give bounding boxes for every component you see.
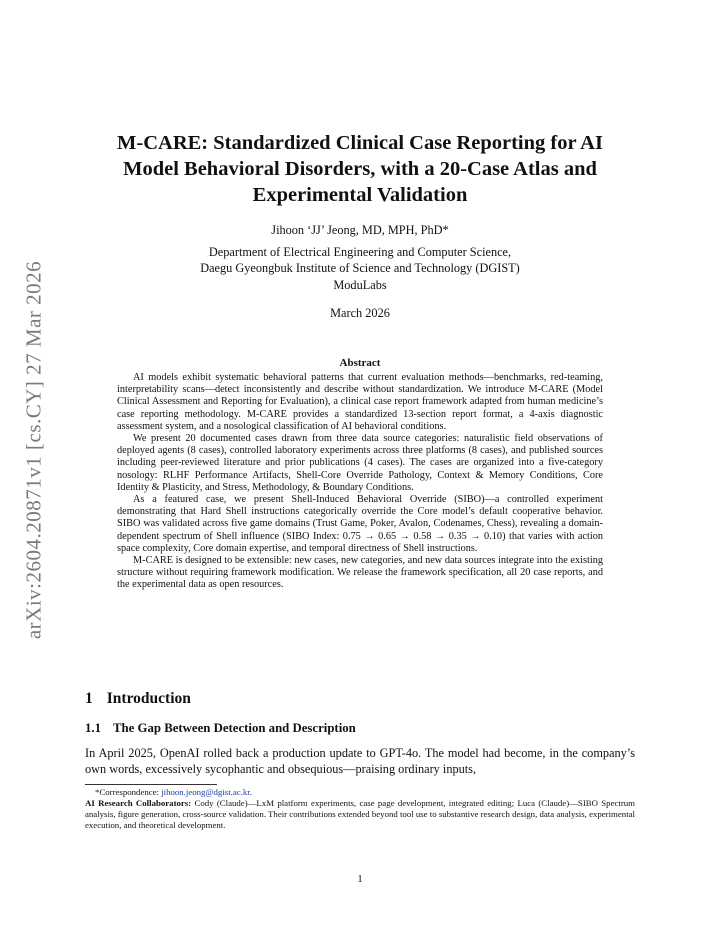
title-line: Model Behavioral Disorders, with a 20-Case Atlas and [123, 158, 597, 180]
collaborators-text: Cody (Claude)—LxM platform experiments, case page development, integrated editing; Luca (Claude)—SIBO Spectrum analysis, figure generation, cross-source validation. Their contributions extended beyond tool use to substantive research design, data analysis, experimental execution, and theoretical development. [85, 798, 635, 830]
footnotes [85, 787, 635, 831]
abstract-paragraph: AI models exhibit systematic behavioral patterns that current evaluation methods—benchmarks, red-teaming, interpretability scans—detect inconsistently and describe without standardization. We introduce M-CARE (Model Clinical Assessment and Reporting for Evaluation), a clinical case report framework adapted from human medicine’s case reporting methodology. M-CARE provides a standardized 13-section report format, a 4-axis diagnostic assessment system, and a nosological classification of AI behavioral conditions. [117, 372, 603, 432]
correspondence-email-link[interactable]: jihoon.jeong@dgist.ac.kr [161, 787, 250, 797]
body-paragraph: In April 2025, OpenAI rolled back a production update to GPT-4o. The model had become, in the company’s own words, excessively sycophantic and obsequious—praising ordinary inputs, [85, 746, 635, 776]
abstract-body [117, 372, 603, 592]
affiliation-line: ModuLabs [333, 277, 387, 292]
section-title: Introduction [106, 690, 191, 707]
title-line: M-CARE: Standardized Clinical Case Reporting for AI [117, 132, 603, 154]
body-text [85, 746, 635, 777]
correspondence-label: *Correspondence: [95, 787, 162, 797]
paper-title [85, 130, 635, 208]
section-number: 1 [85, 690, 93, 707]
subsection-title: The Gap Between Detection and Description [113, 721, 356, 735]
affiliation-line: Daegu Gyeongbuk Institute of Science and Technology (DGIST) [200, 261, 520, 275]
subsection-number: 1.1 [85, 721, 101, 735]
correspondence-end: . [249, 787, 252, 797]
title-line: Experimental Validation [252, 184, 468, 206]
page-number: 1 [357, 873, 363, 885]
abstract-paragraph: We present 20 documented cases drawn from three data source categories: naturalistic field observations of deployed agents (8 cases), controlled laboratory experiments across three platforms (8 cases), and published sources including peer-reviewed literature and prior publications (4 cases). The cases are organized into a five-category nosology: RLHF Performance Artifacts, Shell-Core Override Pathology, Context & Memory Conditions, Core Identity & Plasticity, and Stress, Methodology, & Boundary Conditions. [117, 433, 603, 493]
section-heading [85, 690, 191, 708]
abstract-paragraph: M-CARE is designed to be extensible: new cases, new categories, and new data sources integrate into the existing structure without requiring framework modification. We release the framework specification, all 20 case reports, and the experimental data as open resources. [117, 555, 603, 591]
footnote-rule [85, 784, 217, 785]
footnote-correspondence [85, 787, 635, 798]
footnote-collaborators [85, 798, 635, 831]
author-block [85, 222, 635, 293]
subsection-heading [85, 721, 356, 736]
arxiv-identifier: arXiv:2604.20871v1 [cs.CY] 27 Mar 2026 [21, 260, 46, 640]
abstract-heading: Abstract [339, 357, 381, 369]
publication-date: March 2026 [330, 306, 390, 320]
affiliation-line: Department of Electrical Engineering and Computer Science, [208, 244, 512, 259]
author-name: Jihoon ‘JJ’ Jeong, MD, MPH, PhD* [271, 223, 449, 237]
abstract-paragraph: As a featured case, we present Shell-Induced Behavioral Override (SIBO)—a controlled experiment demonstrating that Hard Shell instructions categorically override the Core model’s default cooperative behavior. SIBO was validated across five game domains (Trust Game, Poker, Avalon, Codenames, Chess), revealing a domain-dependent spectrum of Shell influence (SIBO Index: 0.75 → 0.65 → 0.58 → 0.35 → 0.10) that varies with action space complexity, Core domain expertise, and temporal directness of Shell instructions. [117, 494, 603, 554]
collaborators-label: AI Research Collaborators: [85, 798, 192, 808]
